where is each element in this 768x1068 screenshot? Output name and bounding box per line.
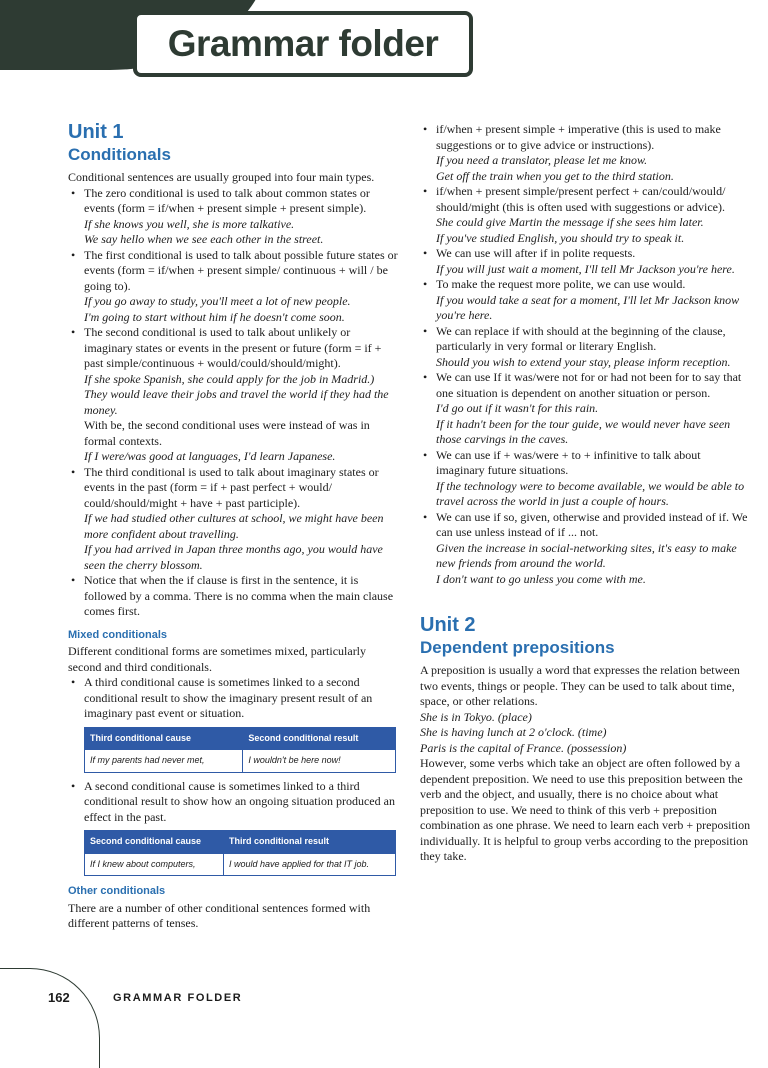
unit1-subheading: Conditionals [68,145,171,164]
title-banner [133,11,473,77]
list-item: • if/when + present simple + imperative (this is used to make suggestions or to give advice or instructions). If you need a translator, please let me know. Get off the train when you get to the third station. [436,122,752,184]
list-item: • Notice that when the if clause is first in the sentence, it is followed by a comma. There is no comma when the main clause comes first. [84,573,400,620]
unit2-heading: Unit 2 [420,614,476,636]
table-cell: I would have applied for that IT job. [223,853,395,876]
example-line: If it hadn't been for the tour guide, we would never have seen those carvings in the caves. [436,416,731,446]
page-title: Grammar folder [167,23,439,64]
example-line: If you need a translator, please let me know. [436,153,648,167]
table-row [85,750,396,773]
list-item: • if/when + present simple/present perfect + can/could/would/ should/might (this is often used with suggestions or advice). She could give Martin the message if she sees him later. If you've studied English, you should try to speak it. [436,184,752,246]
example-line: If you will just wait a moment, I'll tell Mr Jackson you're here. [436,261,735,276]
example-line: I don't want to go unless you come with me. [436,571,646,586]
example-line: Given the increase in social-networking sites, it's easy to make new friends from around the world. [436,540,737,570]
unit2-subheading: Dependent prepositions [420,638,615,657]
page-number: 162 [48,990,70,1005]
mixed-bullet-list-2 [68,779,400,826]
table-cell: If I knew about computers, [85,853,224,876]
list-item: • The zero conditional is used to talk about common states or events (form = if/when + present simple + present simple). If she knows you well, she is more talkative. We say hello when we see each other in the street. [84,186,400,248]
note-line: With be, the second conditional uses were instead of was in formal contexts. [84,418,370,448]
list-item: • We can replace if with should at the beginning of the clause, particularly in very formal or literary English. Should you wish to extend your stay, please inform reception. [436,324,752,371]
example-line: If we had studied other cultures at school, we might have been more confident about travelling. [84,511,384,541]
list-item: • To make the request more polite, we can use would. If you would take a seat for a moment, I'll let Mr Jackson know you're here. [436,277,752,324]
mixed-conditionals-heading: Mixed conditionals [68,628,168,641]
example-line: They would leave their jobs and travel the world if they had the money. [84,387,389,417]
example-line: If I were/was good at languages, I'd learn Japanese. [84,449,336,463]
mixed-bullet-list [68,675,400,722]
example-line: If you go away to study, you'll meet a lot of new people. [84,294,351,308]
list-item: • We can use will after if in polite requests. If you will just wait a moment, I'll tell Mr Jackson you're here. [436,246,752,277]
table-header-cell: Second conditional result [243,727,396,750]
footer-curve-decoration [0,968,100,1068]
list-item: • We can use if so, given, otherwise and provided instead of if. We can use unless instead of if ... not. Given the increase in social-networking sites, it's easy to make new friends from around the world. I don't want to go unless you come with me. [436,510,752,588]
list-item: • The first conditional is used to talk about possible future states or events (form = if/when + present simple/ continuous + will / be going to). If you go away to study, you'll meet a lot of new people. I'm going to start without him if he doesn't come soon. [84,248,400,326]
mixed-conditionals-intro: Different conditional forms are sometimes mixed, particularly second and third conditionals. [68,644,367,674]
table-cell: If my parents had never met, [85,750,243,773]
right-column [420,122,752,865]
example-line: If you would take a seat for a moment, I'll let Mr Jackson know you're here. [436,292,740,322]
example-line: If she spoke Spanish, she could apply for the job in Madrid.) [84,371,375,386]
table-cell: I wouldn't be here now! [243,750,396,773]
example-line: If you had arrived in Japan three months ago, you would have seen the cherry blossom. [84,542,383,572]
example-line: Get off the train when you get to the third station. [436,168,674,183]
mixed-table-1 [84,727,396,773]
list-item: • We can use if + was/were + to + infinitive to talk about imaginary future situations. If the technology were to become available, we would be able to travel across the world in just a couple of hours. [436,448,752,510]
table-header-cell: Second conditional cause [85,831,224,854]
mixed-table-2 [84,830,396,876]
other-conditionals-heading: Other conditionals [68,885,166,897]
example-line: We say hello when we see each other in the street. [84,232,324,246]
list-item: • The third conditional is used to talk about imaginary states or events in the past (form = if + past perfect + would/ could/should/might + have + past participle). If we had studied other cultures at school, we might have been more confident about travelling. If you had arrived in Japan three months ago, you would have seen the cherry blossom. [84,465,400,574]
other-conditionals-text: There are a number of other conditional sentences formed with different patterns of tenses. [68,900,371,930]
unit2-body: However, some verbs which take an object are often followed by a dependent preposition. We need to use this preposition between the verb and the object, and usually, there is no choice about what preposition to use. We need to think of this verb + preposition combination as one phrase. We need to learn each verb + preposition individually. It is helpful to group verbs according to the preposition they take. [420,756,751,863]
example-line: If she knows you well, she is more talkative. [84,216,295,231]
list-item: • We can use If it was/were not for or had not been for to say that one situation is dependent on another situation or person. I'd go out if it wasn't for this rain. If it hadn't been for the tour guide, we would never have seen those carvings in the caves. [436,370,752,448]
example-line: She is in Tokyo. (place) [420,709,532,724]
list-item: • A third conditional cause is sometimes linked to a second conditional result to show the imaginary present result of an imaginary past event or situation. [84,675,400,722]
example-line: She is having lunch at 2 o'clock. (time) [420,725,607,739]
example-line: If the technology were to become available, we would be able to travel across the world in just a couple of hours. [436,478,745,508]
unit2-intro: A preposition is usually a word that expresses the relation between two events, things or people. They can be used to talk about time, space, or other relations. [420,663,740,708]
unit1-intro: Conditional sentences are usually grouped into four main types. [68,170,375,184]
example-line: Should you wish to extend your stay, please inform reception. [436,354,731,369]
table-header-cell: Third conditional result [223,831,395,854]
unit1-bullet-list [68,186,400,620]
example-line: If you've studied English, you should try to speak it. [436,230,685,245]
list-item: • The second conditional is used to talk about unlikely or imaginary states or events in the present or future (form = if + past simple/continuous + would/could/should/might). If she spoke Spanish, she could apply for the job in Madrid.) They would leave their jobs and travel the world if they had the money. With be, the second conditional uses were instead of was in formal contexts. If I were/was good at languages, I'd learn Japanese. [84,325,400,465]
list-item: • A second conditional cause is sometimes linked to a third conditional result to show how an ongoing situation produced an effect in the past. [84,779,400,826]
unit1-heading: Unit 1 [68,121,124,143]
table-row [85,853,396,876]
example-line: Paris is the capital of France. (possession) [420,740,627,755]
example-line: She could give Martin the message if she sees him later. [436,215,704,229]
left-column [68,120,400,932]
table-header-cell: Third conditional cause [85,727,243,750]
example-line: I'd go out if it wasn't for this rain. [436,401,599,415]
right-bullet-list [420,122,752,587]
footer-section-label: GRAMMAR FOLDER [113,992,243,1004]
example-line: I'm going to start without him if he doesn't come soon. [84,309,345,324]
